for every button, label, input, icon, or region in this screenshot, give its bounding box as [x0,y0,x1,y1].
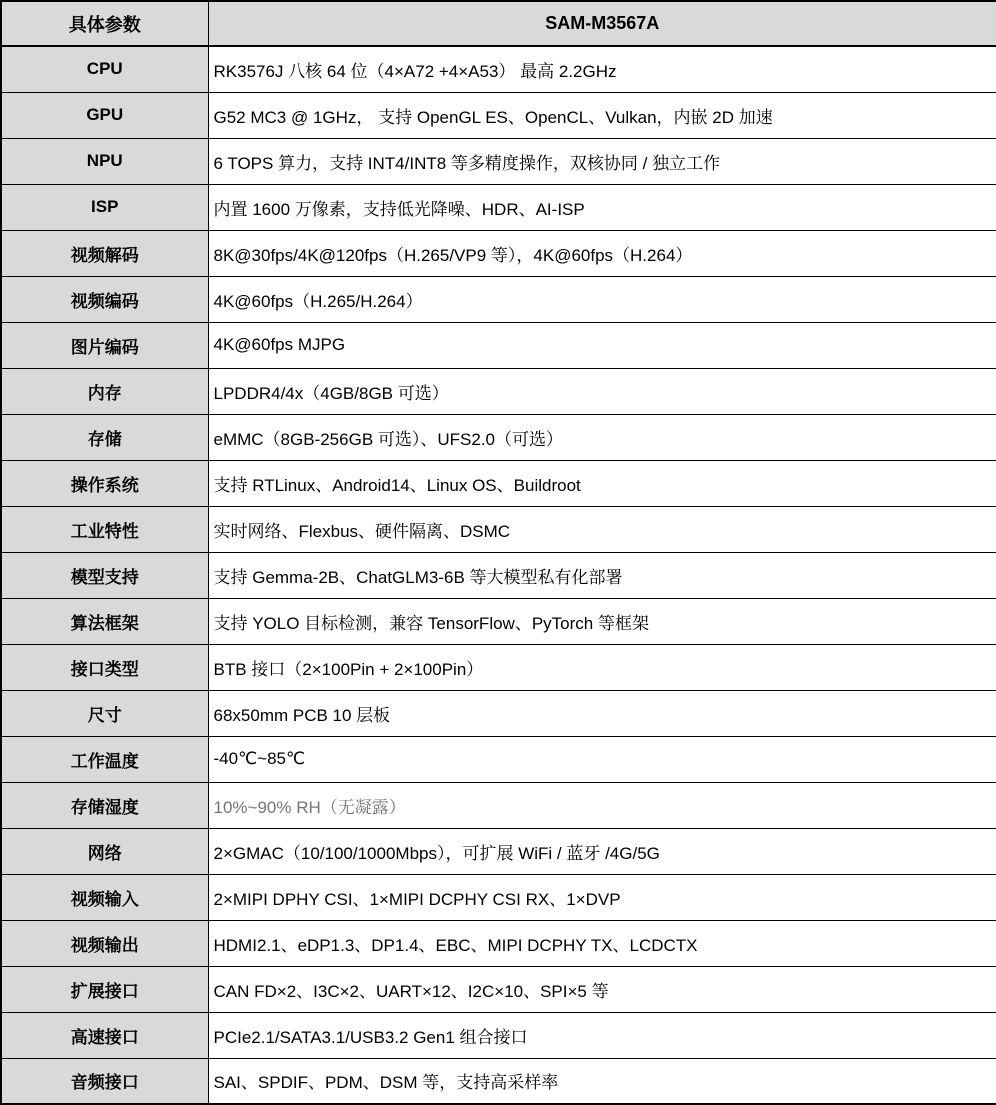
table-row [1,184,996,230]
param-label-storage: 存储 [1,414,208,460]
param-value-audio-io: SAI、SPDIF、PDM、DSM 等，支持高采样率 [208,1058,996,1104]
param-label-memory: 内存 [1,368,208,414]
param-label-video-encode: 视频编码 [1,276,208,322]
param-value-highspeed-io: PCIe2.1/SATA3.1/USB3.2 Gen1 组合接口 [208,1012,996,1058]
param-label-operating-temp: 工作温度 [1,736,208,782]
table-row [1,644,996,690]
param-label-gpu: GPU [1,92,208,138]
header-param-column: 具体参数 [1,1,208,46]
param-value-cpu: RK3576J 八核 64 位（4×A72 +4×A53） 最高 2.2GHz [208,46,996,92]
param-label-dimensions: 尺寸 [1,690,208,736]
table-row [1,46,996,92]
param-value-industrial: 实时网络、Flexbus、硬件隔离、DSMC [208,506,996,552]
table-row [1,322,996,368]
table-row [1,966,996,1012]
param-label-connector-type: 接口类型 [1,644,208,690]
param-label-storage-humidity: 存储湿度 [1,782,208,828]
param-value-framework: 支持 YOLO 目标检测，兼容 TensorFlow、PyTorch 等框架 [208,598,996,644]
param-label-highspeed-io: 高速接口 [1,1012,208,1058]
param-value-dimensions: 68x50mm PCB 10 层板 [208,690,996,736]
param-label-expansion-io: 扩展接口 [1,966,208,1012]
param-value-video-decode: 8K@30fps/4K@120fps（H.265/VP9 等），4K@60fps（H.264） [208,230,996,276]
param-value-connector-type: BTB 接口（2×100Pin + 2×100Pin） [208,644,996,690]
table-row [1,874,996,920]
param-label-isp: ISP [1,184,208,230]
header-model-name: SAM-M3567A [208,1,996,46]
table-row [1,1012,996,1058]
table-row [1,828,996,874]
param-value-image-encode: 4K@60fps MJPG [208,322,996,368]
param-label-image-encode: 图片编码 [1,322,208,368]
table-row [1,368,996,414]
table-row [1,460,996,506]
param-label-npu: NPU [1,138,208,184]
table-row [1,736,996,782]
param-label-video-input: 视频输入 [1,874,208,920]
param-value-model-support: 支持 Gemma-2B、ChatGLM3-6B 等大模型私有化部署 [208,552,996,598]
table-row [1,138,996,184]
param-value-storage-humidity: 10%~90% RH（无凝露） [208,782,996,828]
param-label-framework: 算法框架 [1,598,208,644]
param-label-network: 网络 [1,828,208,874]
param-value-os: 支持 RTLinux、Android14、Linux OS、Buildroot [208,460,996,506]
param-value-video-output: HDMI2.1、eDP1.3、DP1.4、EBC、MIPI DCPHY TX、LCDCTX [208,920,996,966]
param-value-video-input: 2×MIPI DPHY CSI、1×MIPI DCPHY CSI RX、1×DVP [208,874,996,920]
param-value-npu: 6 TOPS 算力，支持 INT4/INT8 等多精度操作，双核协同 / 独立工作 [208,138,996,184]
table-row [1,920,996,966]
param-label-os: 操作系统 [1,460,208,506]
param-value-expansion-io: CAN FD×2、I3C×2、UART×12、I2C×10、SPI×5 等 [208,966,996,1012]
param-label-video-decode: 视频解码 [1,230,208,276]
table-row [1,782,996,828]
param-label-audio-io: 音频接口 [1,1058,208,1104]
table-row [1,1058,996,1104]
param-value-isp: 内置 1600 万像素，支持低光降噪、HDR、AI-ISP [208,184,996,230]
param-label-industrial: 工业特性 [1,506,208,552]
table-row [1,230,996,276]
table-row [1,276,996,322]
table-row [1,690,996,736]
table-row [1,92,996,138]
table-header-row [1,1,996,46]
param-label-cpu: CPU [1,46,208,92]
param-value-operating-temp: -40℃~85℃ [208,736,996,782]
param-label-model-support: 模型支持 [1,552,208,598]
param-value-video-encode: 4K@60fps（H.265/H.264） [208,276,996,322]
table-row [1,506,996,552]
param-value-gpu: G52 MC3 @ 1GHz， 支持 OpenGL ES、OpenCL、Vulkan，内嵌 2D 加速 [208,92,996,138]
table-row [1,552,996,598]
param-value-network: 2×GMAC（10/100/1000Mbps），可扩展 WiFi / 蓝牙 /4G/5G [208,828,996,874]
param-label-video-output: 视频输出 [1,920,208,966]
param-value-memory: LPDDR4/4x（4GB/8GB 可选） [208,368,996,414]
table-row [1,414,996,460]
table-row [1,598,996,644]
param-value-storage: eMMC（8GB-256GB 可选）、UFS2.0（可选） [208,414,996,460]
